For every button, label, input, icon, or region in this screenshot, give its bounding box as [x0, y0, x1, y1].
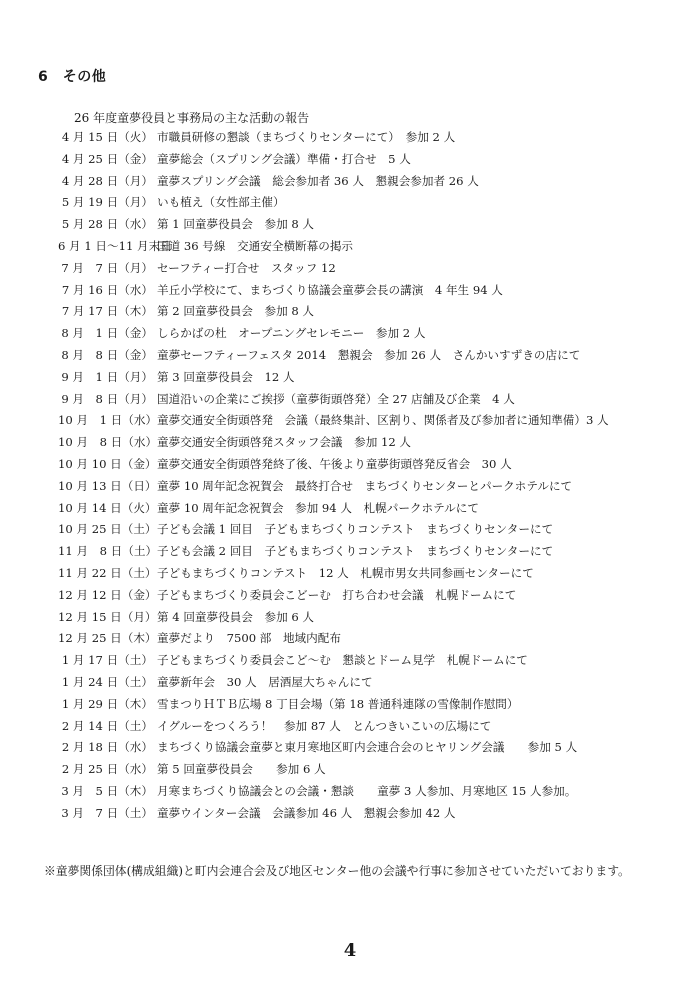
entry-text: イグルーをつくろう！ 参加 87 人 とんつきいこいの広場にて [157, 718, 492, 733]
entry-date: 8 月 8 日（金） [61, 347, 153, 362]
entry-text: セーフティー打合せ スタッフ 12 [157, 260, 336, 275]
activity-entry [0, 628, 700, 650]
activity-entry [0, 454, 700, 476]
activity-entry [0, 432, 700, 454]
entry-text: 童夢交通安全街頭啓発終了後、午後より童夢街頭啓発反省会 30 人 [157, 456, 512, 471]
entry-text: 第 3 回童夢役員会 12 人 [157, 369, 295, 384]
activity-entry [0, 519, 700, 541]
entry-text: 子ども会議 2 回目 子どもまちづくりコンテスト まちづくりセンターにて [157, 544, 554, 559]
activity-entry [0, 192, 700, 214]
activity-entry [0, 803, 700, 825]
activity-entry [0, 650, 700, 672]
entry-date: 1 月 24 日（土） [61, 674, 153, 689]
activity-entry [0, 258, 700, 280]
entry-date: 4 月 15 日（火） [61, 130, 153, 144]
entry-text: 第 2 回童夢役員会 参加 8 人 [157, 304, 315, 319]
activity-entry [0, 345, 700, 367]
entry-date: 4 月 28 日（月） [61, 173, 153, 188]
activity-entry [0, 694, 700, 716]
entry-text: 子ども会議 1 回目 子どもまちづくりコンテスト まちづくりセンターにて [157, 522, 554, 537]
activity-entry [0, 236, 700, 258]
entry-date: 10 月 8 日（水） [58, 435, 158, 450]
activity-entry [0, 563, 700, 585]
activity-entry [0, 214, 700, 236]
entry-date: 12 月 12 日（金） [58, 587, 157, 602]
entry-text: 国道沿いの企業にご挨拶（童夢街頭啓発）全 27 店舗及び企業 4 人 [157, 391, 515, 406]
entry-text: 童夢 10 周年記念祝賀会 参加 94 人 札幌パークホテルにて [157, 500, 479, 515]
entry-text: 童夢総会（スプリング会議）準備・打合せ 5 人 [157, 151, 411, 166]
entry-text: 市職員研修の懇談（まちづくりセンターにて） 参加 2 人 [157, 130, 456, 144]
entry-date: 10 月 10 日（金） [58, 456, 157, 471]
entry-text: 子どもまちづくりコンテスト 12 人 札幌市男女共同参画センターにて [157, 565, 534, 580]
entry-text: 羊丘小学校にて、まちづくり協議会童夢会長の講演 4 年生 94 人 [157, 282, 503, 297]
entry-text: 童夢交通安全街頭啓発 会議（最終集計、区割り、関係者及び参加者に通知準備）3 人 [157, 413, 609, 428]
entry-date: 1 月 17 日（土） [61, 653, 153, 668]
entry-text: 国道 36 号線 交通安全横断幕の掲示 [157, 238, 354, 253]
activity-entry [0, 737, 700, 759]
entry-text: 童夢 10 周年記念祝賀会 最終打合せ まちづくりセンターとパークホテルにて [157, 478, 573, 493]
section-title: 6 その他 [38, 69, 107, 85]
entry-text: 子どもまちづくり委員会こど〜む 懇談とドーム見学 札幌ドームにて [157, 653, 528, 668]
entry-text: しらかばの杜 オープニングセレモニー 参加 2 人 [157, 326, 426, 341]
activity-entry [0, 498, 700, 520]
entry-date: 2 月 25 日（水） [61, 762, 153, 777]
entry-date: 2 月 14 日（土） [61, 718, 153, 733]
activity-entry [0, 280, 700, 302]
activity-entry [0, 781, 700, 803]
entry-date: 9 月 1 日（月） [61, 369, 153, 384]
entry-date: 6 月 1 日〜11 月末日 [58, 238, 172, 253]
activity-entry [0, 759, 700, 781]
activity-entry [0, 716, 700, 738]
entry-date: 10 月 14 日（火） [58, 500, 157, 515]
activity-entry [0, 171, 700, 193]
entry-date: 10 月 25 日（土） [58, 522, 157, 537]
entry-date: 10 月 1 日（水） [58, 413, 158, 428]
footnote: ※童夢関係団体(構成組織)と町内会連合会及び地区センター他の会議や行事に参加させていただいております。 [44, 864, 630, 878]
entry-text: 童夢セーフティーフェスタ 2014 懇親会 参加 26 人 さんかいすずきの店にて [157, 347, 581, 362]
entry-text: 童夢スプリング会議 総会参加者 36 人 懇親会参加者 26 人 [157, 173, 479, 188]
entry-text: 童夢だより 7500 部 地域内配布 [157, 631, 341, 646]
activity-entry [0, 301, 700, 323]
entry-text: いも植え（女性部主催） [157, 195, 285, 210]
activity-entry [0, 672, 700, 694]
entry-text: 子どもまちづくり委員会こどーむ 打ち合わせ会議 札幌ドームにて [157, 587, 517, 602]
entry-text: 雪まつりＨＴＢ広場 8 丁目会場（第 18 普通科連隊の雪像制作慰問） [157, 696, 519, 711]
activity-entry [0, 149, 700, 171]
entry-date: 12 月 25 日（木） [58, 631, 157, 646]
entry-date: 8 月 1 日（金） [61, 326, 153, 341]
activity-entry [0, 541, 700, 563]
entry-date: 5 月 19 日（月） [61, 195, 153, 210]
entry-text: まちづくり協議会童夢と東月寒地区町内会連合会のヒヤリング会議 参加 5 人 [157, 740, 578, 755]
entry-date: 3 月 7 日（土） [61, 805, 153, 820]
entry-date: 3 月 5 日（木） [61, 783, 153, 798]
entry-date: 9 月 8 日（月） [61, 391, 153, 406]
entry-text: 童夢新年会 30 人 居酒屋大ちゃんにて [157, 674, 373, 689]
entry-text: 童夢交通安全街頭啓発スタッフ会議 参加 12 人 [157, 435, 411, 450]
entry-date: 1 月 29 日（木） [61, 696, 153, 711]
entry-text: 第 5 回童夢役員会 参加 6 人 [157, 762, 326, 777]
entry-text: 第 1 回童夢役員会 参加 8 人 [157, 217, 315, 232]
entry-date: 7 月 7 日（月） [61, 260, 153, 275]
activity-entry [0, 323, 700, 345]
activity-list [0, 127, 700, 825]
entry-date: 5 月 28 日（水） [61, 217, 153, 232]
activity-entry [0, 607, 700, 629]
entry-text: 童夢ウインター会議 会議参加 46 人 懇親会参加 42 人 [157, 805, 456, 820]
report-title: 26 年度童夢役員と事務局の主な活動の報告 [74, 111, 310, 125]
activity-entry [0, 410, 700, 432]
activity-entry [0, 367, 700, 389]
activity-entry [0, 127, 700, 149]
entry-text: 月寒まちづくり協議会との会議・懇談 童夢 3 人参加、月寒地区 15 人参加。 [157, 783, 577, 798]
entry-text: 第 4 回童夢役員会 参加 6 人 [157, 609, 315, 624]
activity-entry [0, 389, 700, 411]
entry-date: 12 月 15 日（月） [58, 609, 157, 624]
entry-date: 7 月 17 日（木） [61, 304, 153, 319]
entry-date: 2 月 18 日（水） [61, 740, 153, 755]
entry-date: 11 月 22 日（土） [58, 565, 157, 580]
activity-entry [0, 585, 700, 607]
page-number: 4 [343, 940, 357, 961]
entry-date: 10 月 13 日（日） [58, 478, 157, 493]
activity-entry [0, 476, 700, 498]
entry-date: 4 月 25 日（金） [61, 151, 153, 166]
entry-date: 7 月 16 日（水） [61, 282, 153, 297]
entry-date: 11 月 8 日（土） [58, 544, 158, 559]
